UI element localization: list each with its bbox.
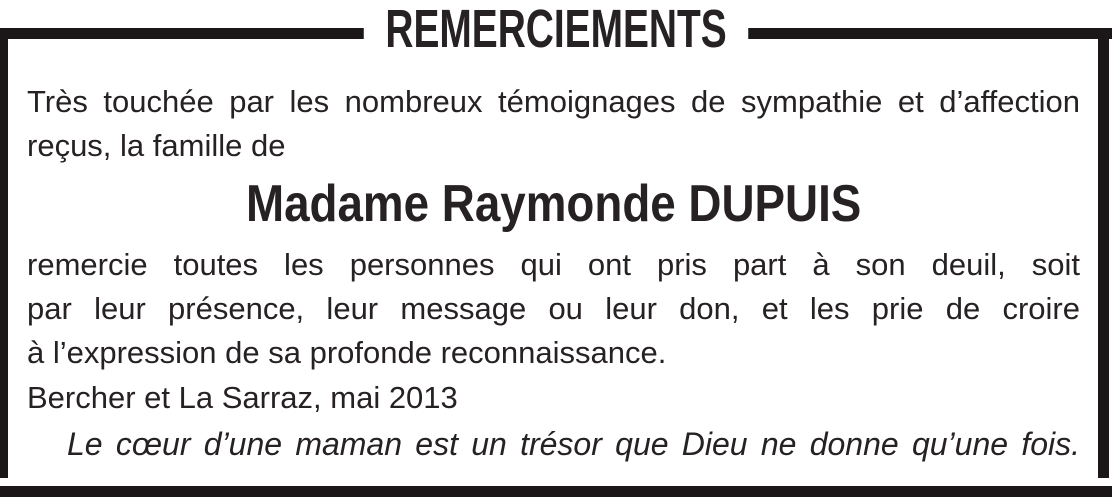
frame-left-rule: [0, 28, 8, 478]
intro-paragraph: [27, 80, 1080, 168]
intro-line-1: Très touchée par les nombreux témoignages de sympathie et d’affection: [27, 84, 1080, 119]
epitaph-quote: Le cœur d’une maman est un trésor que Dieu ne donne qu’une fois.: [67, 426, 1080, 462]
notice-title: REMERCIEMENTS: [364, 0, 749, 58]
place-date-line: Bercher et La Sarraz, mai 2013: [27, 380, 458, 415]
thanks-line-3: à l’expression de sa profonde reconnaissance.: [27, 335, 667, 370]
notice-body: [27, 80, 1080, 466]
deceased-name: Madame Raymonde DUPUIS: [245, 175, 862, 233]
thanks-line-2: par leur présence, leur message ou leur don, et les prie de croire: [27, 291, 1080, 326]
frame-bottom-rule: [0, 486, 1112, 497]
intro-line-2: reçus, la famille de: [27, 128, 286, 163]
notice-header: [0, 0, 1112, 58]
thanks-paragraph: [27, 243, 1080, 375]
thanks-line-1: remercie toutes les personnes qui ont pris part à son deuil, soit: [27, 247, 1080, 282]
frame-right-rule: [1098, 28, 1109, 478]
deceased-name-line: [27, 176, 1080, 233]
